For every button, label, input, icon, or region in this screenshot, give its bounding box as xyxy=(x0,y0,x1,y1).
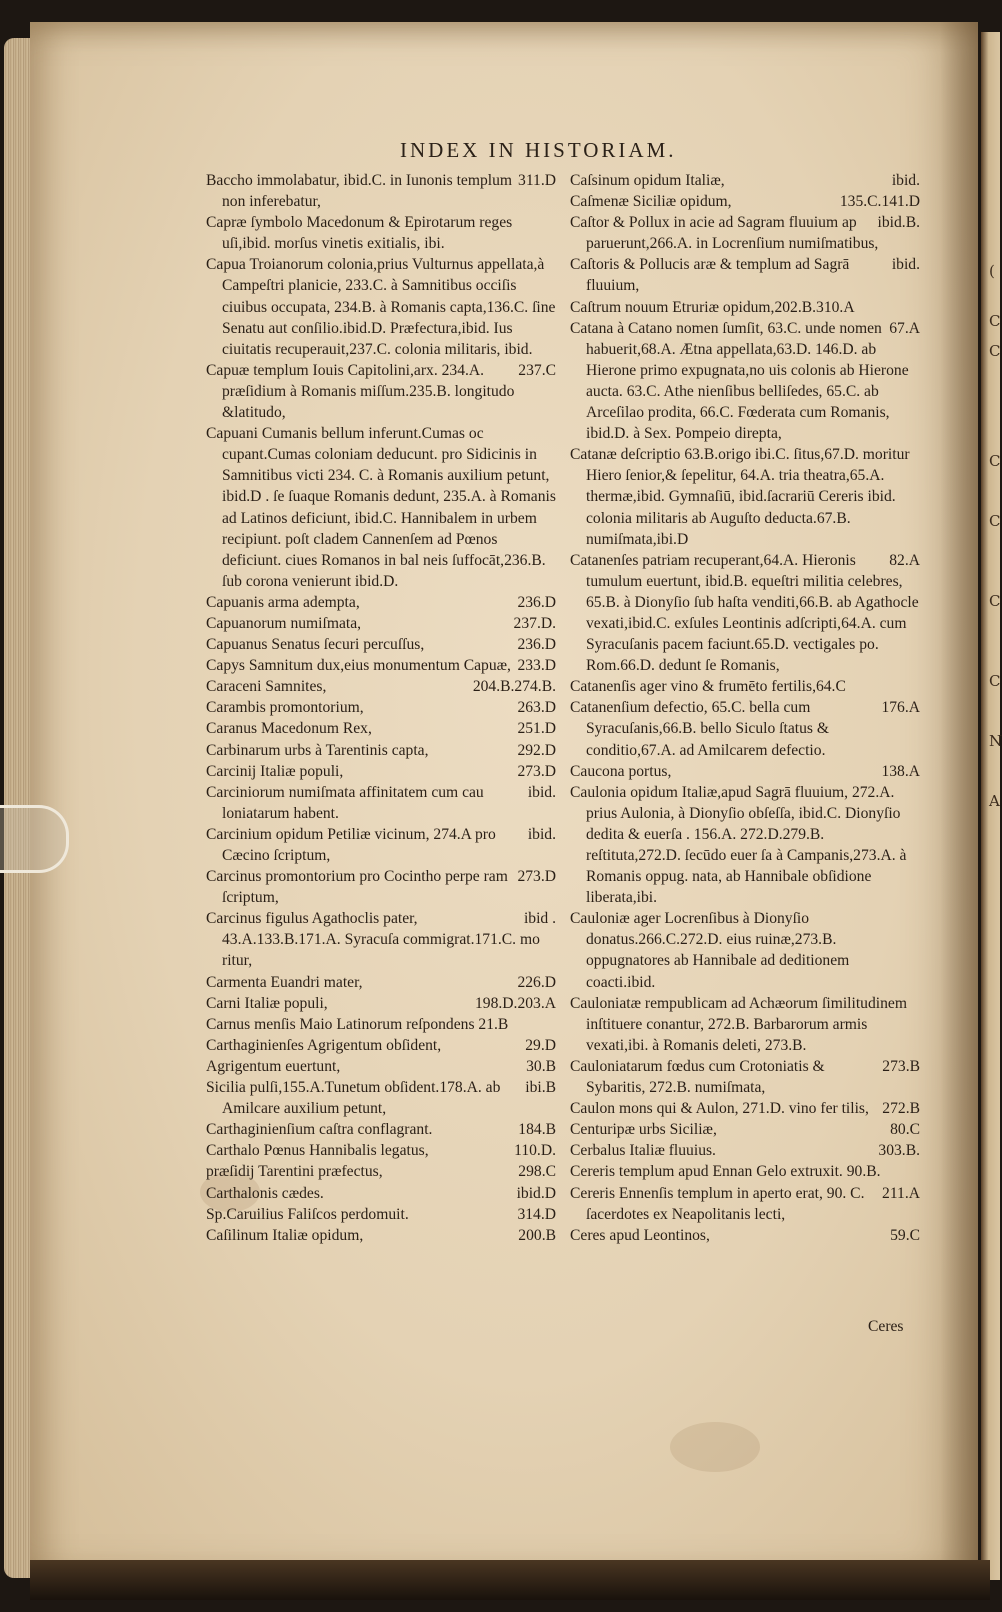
entry-page-reference: 314.D xyxy=(517,1205,556,1223)
entry-text: Carcinus figulus Agathoclis pater, 43.A.133.B.171.A. Syracuſa commigrat.171.C. mo ritur, xyxy=(206,910,540,970)
entry-text: Carambis promontorium, xyxy=(206,699,364,717)
entry-text: Cauloniæ ager Locrenſibus à Dionyſio donatus.266.C.272.D. eius ruinæ,273.B. oppugnatores ab Hannibale ad deditionem coacti.ibid. xyxy=(570,910,850,991)
index-entry xyxy=(206,993,556,1014)
entry-page-reference: 236.D xyxy=(517,636,556,654)
entry-text: Caſtoris & Pollucis aræ & templum ad Sagrā fluuium, xyxy=(570,256,850,295)
entry-text: Caucona portus, xyxy=(570,762,672,780)
neighbor-page-edge: ( C C C C C C N A xyxy=(981,32,1000,1580)
index-entry xyxy=(206,1056,556,1077)
catchword: Ceres xyxy=(868,1318,904,1335)
index-entry xyxy=(570,1225,920,1246)
entry-page-reference: 311.D xyxy=(518,172,556,189)
index-entry xyxy=(206,824,556,866)
entry-page-reference: 303.B. xyxy=(878,1142,920,1160)
entry-page-reference: 29.D xyxy=(525,1036,556,1054)
running-title: INDEX IN HISTORIAM. xyxy=(400,138,677,162)
entry-page-reference: 237.C xyxy=(518,361,556,379)
index-entry xyxy=(570,697,920,760)
entry-page-reference: 273.D xyxy=(517,762,556,780)
index-entry xyxy=(570,550,920,677)
entry-text: Cereris templum apud Ennan Gelo extruxit. 90.B. xyxy=(570,1163,881,1181)
index-entry xyxy=(206,423,556,592)
entry-text: Capuanus Senatus ſecuri percuſſus, xyxy=(206,636,425,654)
index-entry xyxy=(206,1161,556,1182)
entry-text: Baccho immolabatur, ibid.C. in Iunonis templum non inferebatur, xyxy=(206,172,513,211)
entry-page-reference: 272.B xyxy=(882,1100,920,1118)
index-entry xyxy=(570,212,920,254)
stain xyxy=(670,1422,760,1472)
entry-text: Caulonia opidum Italiæ,apud Sagrā fluuium, 272.A. prius Aulonia, à Dionyſio obſeſſa, ibid.C. Dionyſio dedita & euerſa . 156.A. 272.D.279.B. reſtituta,272.D. ſecūdo euer ſa à Campanis,273.A. à Romanis oppug. nata, ab Hannibale obſidione liberata,ibi. xyxy=(570,783,907,907)
index-entry xyxy=(570,318,920,445)
entry-text: Ceres apud Leontinos, xyxy=(570,1226,710,1244)
entry-text: Carcinus promontorium pro Cocintho perpe ram ſcriptum, xyxy=(206,868,508,907)
entry-text: Cereris Ennenſis templum in aperto erat, 90. C. ſacerdotes ex Neapolitanis lecti, xyxy=(570,1184,865,1223)
entry-page-reference: 200.B xyxy=(518,1226,556,1244)
index-column-right xyxy=(570,170,920,1246)
index-entry xyxy=(570,908,920,992)
index-entry xyxy=(206,761,556,782)
entry-page-reference: 80.C xyxy=(890,1121,920,1139)
entry-page-reference: 135.C.141.D xyxy=(839,193,920,211)
index-entry xyxy=(206,634,556,655)
index-entry xyxy=(206,170,556,212)
gutter-shadow xyxy=(940,22,978,1578)
index-entry xyxy=(570,676,920,697)
entry-text: Capua Troianorum colonia,prius Vulturnus appellata,à Campeſtri planicie, 233.C. à Samnitibus occiſis ciuibus occupata, 234.B. à Romanis capta,136.C. ſine Senatu aut conſilio.ibid.D. Præfectura,ibid. Ius ciuitatis recuperauit,237.C. colonia militaris, ibid. xyxy=(206,256,556,358)
entry-text: Carthalonis cædes. xyxy=(206,1184,324,1202)
entry-page-reference: 226.D xyxy=(517,973,556,991)
entry-text: Caranus Macedonum Rex, xyxy=(206,720,372,738)
index-entry xyxy=(206,782,556,824)
entry-page-reference: 176.A xyxy=(881,699,920,717)
index-entry xyxy=(570,297,920,318)
bookmark-ribbon xyxy=(0,805,69,873)
entry-page-reference: ibid . xyxy=(523,910,556,928)
index-entry xyxy=(206,697,556,718)
bottom-shadow xyxy=(30,1560,990,1600)
entry-page-reference: 30.B xyxy=(526,1057,556,1075)
entry-page-reference: 273.D xyxy=(517,868,556,886)
entry-text: Sicilia pulſi,155.A.Tunetum obſident.178.A. ab Amilcare auxilium petunt, xyxy=(206,1079,501,1118)
entry-text: Carbinarum urbs à Tarentinis capta, xyxy=(206,741,429,759)
index-entry xyxy=(206,908,556,971)
entry-text: Carthalo Pœnus Hannibalis legatus, xyxy=(206,1142,429,1160)
entry-text: Carthaginienſium caſtra conflagrant. xyxy=(206,1121,433,1139)
index-entry xyxy=(206,866,556,908)
entry-page-reference: ibid. xyxy=(891,256,920,274)
entry-text: Sp.Caruilius Faliſcos perdomuit. xyxy=(206,1205,409,1223)
index-entry xyxy=(570,444,920,549)
index-entry xyxy=(206,1183,556,1204)
entry-page-reference: 184.B xyxy=(518,1121,556,1139)
entry-text: Caſtrum nouum Etruriæ opidum,202.B.310.A xyxy=(570,298,855,316)
entry-text: Cerbalus Italiæ fluuius. xyxy=(570,1142,716,1160)
index-entry xyxy=(206,1119,556,1140)
entry-page-reference: ibid. xyxy=(891,172,920,189)
index-entry xyxy=(206,212,556,254)
index-entry xyxy=(570,1183,920,1225)
entry-text: Caſtor & Pollux in acie ad Sagram fluuium ap paruerunt,266.A. in Locrenſium numiſmatibus, xyxy=(570,214,879,253)
entry-page-reference: ibid.D xyxy=(516,1184,556,1202)
entry-page-reference: ibid. xyxy=(527,825,556,843)
index-entry xyxy=(570,1140,920,1161)
index-entry xyxy=(206,972,556,993)
index-entry xyxy=(206,655,556,676)
entry-text: Capuanorum numiſmata, xyxy=(206,614,362,632)
entry-page-reference: ibid.B. xyxy=(877,214,920,232)
index-entry xyxy=(206,740,556,761)
entry-page-reference: 233.D xyxy=(517,657,556,675)
entry-page-reference: 237.D. xyxy=(513,614,556,632)
entry-text: Carni Italiæ populi, xyxy=(206,994,328,1012)
index-entry xyxy=(206,718,556,739)
entry-page-reference: ibi.B xyxy=(525,1079,556,1097)
entry-text: Carcinium opidum Petiliæ vicinum, 274.A pro Cæcino ſcriptum, xyxy=(206,825,496,864)
index-entry xyxy=(570,761,920,782)
entry-page-reference: 263.D xyxy=(517,699,556,717)
index-entry xyxy=(206,1077,556,1119)
index-entry xyxy=(206,1140,556,1161)
entry-page-reference: 59.C xyxy=(890,1226,920,1244)
index-entry xyxy=(206,613,556,634)
entry-text: Carthaginienſes Agrigentum obſident, xyxy=(206,1036,442,1054)
entry-page-reference: 298.C xyxy=(518,1163,556,1181)
index-entry xyxy=(206,254,556,359)
entry-page-reference: 198.D.203.A xyxy=(475,994,556,1012)
index-entry xyxy=(570,1119,920,1140)
entry-text: Caulon mons qui & Aulon, 271.D. vino fer tilis, xyxy=(570,1100,869,1118)
index-entry xyxy=(570,170,920,191)
entry-text: Capuanis arma adempta, xyxy=(206,593,360,611)
index-entry xyxy=(206,592,556,613)
entry-page-reference: 251.D xyxy=(517,720,556,738)
entry-text: Caſsinum opidum Italiæ, xyxy=(570,172,725,189)
entry-text: Caraceni Samnites, xyxy=(206,678,327,696)
entry-text: Cauloniatarum fœdus cum Crotoniatis & Sybaritis, 272.B. numiſmata, xyxy=(570,1057,825,1097)
entry-page-reference: 236.D xyxy=(517,593,556,611)
entry-page-reference: 292.D xyxy=(517,741,556,759)
entry-text: Carmenta Euandri mater, xyxy=(206,973,363,991)
entry-text: Carnus menſis Maio Latinorum reſpondens 21.B xyxy=(206,1015,509,1033)
entry-text: Capys Samnitum dux,eius monumentum Capuæ, xyxy=(206,657,511,675)
entry-text: Capræ ſymbolo Macedonum & Epirotarum reges uſi,ibid. morſus vinetis exitialis, ibi. xyxy=(206,214,513,253)
index-entry xyxy=(570,1161,920,1182)
entry-page-reference: ibid. xyxy=(527,783,556,801)
index-entry xyxy=(206,1035,556,1056)
index-entry xyxy=(570,254,920,296)
entry-page-reference: 204.B.274.B. xyxy=(472,678,556,696)
entry-page-reference: 273.B xyxy=(882,1057,920,1075)
index-entry xyxy=(570,1056,920,1098)
entry-page-reference: 82.A xyxy=(889,551,920,569)
entry-text: Capuani Cumanis bellum inferunt.Cumas oc cupant.Cumas coloniam deducunt. pro Sidicinis in Samnitibus victi 234. C. à Romanis auxilium petunt, ibid.D . ſe ſuaque Romanis dedunt, 235.A. à Romanis ad Latinos deficiunt, ibid.C. Hannibalem in urbem recipiunt. poſt cladem Cannenſem ad Pœnos deficiunt. ciues Romanos in bal neis ſuffocāt,236.B. ſub corona venierunt ibid.D. xyxy=(206,425,556,590)
entry-page-reference: 138.A xyxy=(881,762,920,780)
entry-text: Carcinij Italiæ populi, xyxy=(206,762,344,780)
index-entry xyxy=(206,1225,556,1246)
index-entry xyxy=(570,191,920,212)
entry-text: Cauloniatæ rempublicam ad Achæorum ſimilitudinem inſtituere conantur, 272.B. Barbarorum armis vexati,ibi. à Romanis deleti, 273.B. xyxy=(570,994,907,1054)
index-entry xyxy=(206,360,556,423)
entry-text: Catanenſes patriam recuperant,64.A. Hieronis tumulum euertunt, ibid.B. equeſtri militia celebres, 65.B. à Dionyſio ſub haſta venditi,66.B. ab Agathocle vexati,ibid.C. exſules Leontinis adſcripti,64.A. cum Syracuſanis pacem faciunt.65.D. vectigales po. Rom.66.D. dedunt ſe Romanis, xyxy=(570,551,919,675)
entry-page-reference: 211.A xyxy=(882,1184,920,1202)
entry-text: Catanenſis ager vino & frumēto fertilis,64.C xyxy=(570,678,846,696)
index-entry xyxy=(570,1098,920,1119)
entry-text: Agrigentum euertunt, xyxy=(206,1057,341,1075)
index-entry xyxy=(570,993,920,1056)
index-entry xyxy=(206,676,556,697)
entry-text: Catanæ deſcriptio 63.B.origo ibi.C. ſitus,67.D. moritur Hiero ſenior,& ſepelitur, 64.A. tria theatra,65.A. thermæ,ibid. Gymnaſiū, ibid.ſacrariū Cereris ibid. colonia militaris ab Auguſto deducta.67.B. numiſmata,ibi.D xyxy=(570,446,910,548)
entry-text: Carciniorum numiſmata affinitatem cum cau loniatarum habent. xyxy=(206,783,484,822)
entry-page-reference: 110.D. xyxy=(514,1142,556,1160)
entry-text: Catana à Catano nomen ſumſit, 63.C. unde nomen habuerit,68.A. Ætna appellata,63.D. 146.D. ab Hierone primo expugnata,no uis colonis ab Hierone aucta. 63.C. Athe nienſibus belliſedes, 65.C. ab Arceſilao prodita, 66.C. Fœderata cum Romanis, ibid.D. à Sex. Pompeio direpta, xyxy=(570,319,909,443)
entry-text: Capuæ templum Iouis Capitolini,arx. 234.A. præſidium à Romanis miſſum.235.B. longitudo &latitudo, xyxy=(206,361,515,422)
index-entry xyxy=(206,1014,556,1035)
entry-text: Caſmenæ Siciliæ opidum, xyxy=(570,193,732,211)
index-column-left xyxy=(206,170,556,1246)
index-entry xyxy=(570,782,920,909)
entry-text: Caſilinum Italiæ opidum, xyxy=(206,1226,364,1244)
entry-page-reference: 67.A xyxy=(889,319,920,337)
index-entry xyxy=(206,1204,556,1225)
entry-text: præſidij Tarentini præfectus, xyxy=(206,1163,383,1181)
entry-text: Catanenſium defectio, 65.C. bella cum Syracuſanis,66.B. bello Siculo ſtatus & conditio,67.A. ad Amilcarem defectio. xyxy=(570,699,829,759)
entry-text: Centuripæ urbs Siciliæ, xyxy=(570,1121,717,1139)
